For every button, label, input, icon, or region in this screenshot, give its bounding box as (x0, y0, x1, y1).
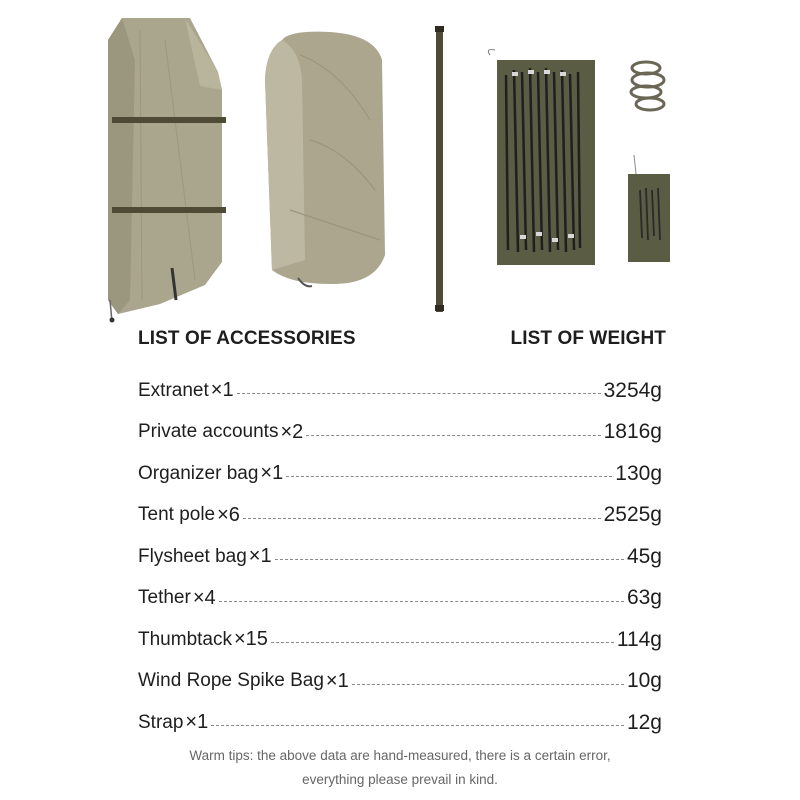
tether-ropes-image (631, 62, 664, 110)
dotted-leader (211, 725, 624, 726)
tent-pole-image (435, 26, 444, 312)
dotted-leader (271, 642, 614, 643)
pole-bag-image (488, 50, 595, 265)
stake-bag-image (628, 155, 670, 262)
item-weight: 1816g (603, 420, 662, 444)
item-name: Extranet (138, 379, 209, 401)
list-item (138, 619, 662, 661)
dotted-leader (243, 518, 601, 519)
dotted-leader (237, 393, 601, 394)
table-headers (138, 326, 666, 356)
item-name: Tether (138, 587, 191, 609)
item-quantity: ×1 (185, 711, 209, 734)
item-name: Thumbtack (138, 628, 232, 650)
item-name: Strap (138, 711, 184, 733)
dotted-leader (286, 476, 612, 477)
dotted-leader (275, 559, 624, 560)
item-name: Wind Rope Spike Bag (138, 670, 324, 692)
dotted-leader (219, 601, 624, 602)
tips-line-1: Warm tips: the above data are hand-measured, there is a certain error, (189, 748, 611, 763)
list-item (138, 412, 662, 454)
item-quantity: ×1 (260, 462, 284, 485)
warm-tips-note (0, 744, 800, 792)
item-weight: 12g (626, 710, 662, 734)
item-weight: 45g (626, 544, 662, 568)
item-name: Tent pole (138, 504, 216, 526)
item-quantity: ×6 (217, 503, 240, 526)
dotted-leader (352, 684, 624, 685)
dotted-leader (306, 435, 600, 436)
item-quantity: ×1 (325, 669, 349, 692)
accessory-list (138, 370, 662, 744)
item-name: Flysheet bag (138, 545, 247, 567)
item-quantity: ×1 (248, 545, 272, 568)
extranet-bag-image (108, 18, 226, 323)
item-quantity: ×4 (192, 586, 216, 609)
item-weight: 10g (626, 669, 662, 693)
list-item (138, 578, 662, 620)
list-item (138, 370, 662, 412)
accessories-illustration (0, 0, 800, 325)
item-quantity: ×1 (210, 379, 234, 402)
tips-line-2: everything please prevail in kind. (302, 772, 498, 787)
list-item (138, 702, 662, 744)
weight-heading: LIST OF WEIGHT (510, 328, 666, 349)
item-weight: 63g (626, 586, 662, 610)
item-weight: 2525g (603, 503, 662, 527)
item-weight: 3254g (603, 378, 662, 402)
item-weight: 114g (616, 627, 662, 651)
item-weight: 130g (615, 461, 662, 485)
item-quantity: ×2 (280, 420, 304, 443)
item-quantity: ×15 (233, 628, 268, 651)
list-item (138, 453, 662, 495)
list-item (138, 536, 662, 578)
list-item (138, 661, 662, 703)
product-photo-strip (0, 0, 800, 325)
item-name: Organizer bag (138, 462, 259, 484)
item-name: Private accounts (138, 421, 279, 443)
inner-tent-roll-image (265, 32, 385, 287)
list-item (138, 495, 662, 537)
accessories-heading: LIST OF ACCESSORIES (138, 328, 356, 349)
